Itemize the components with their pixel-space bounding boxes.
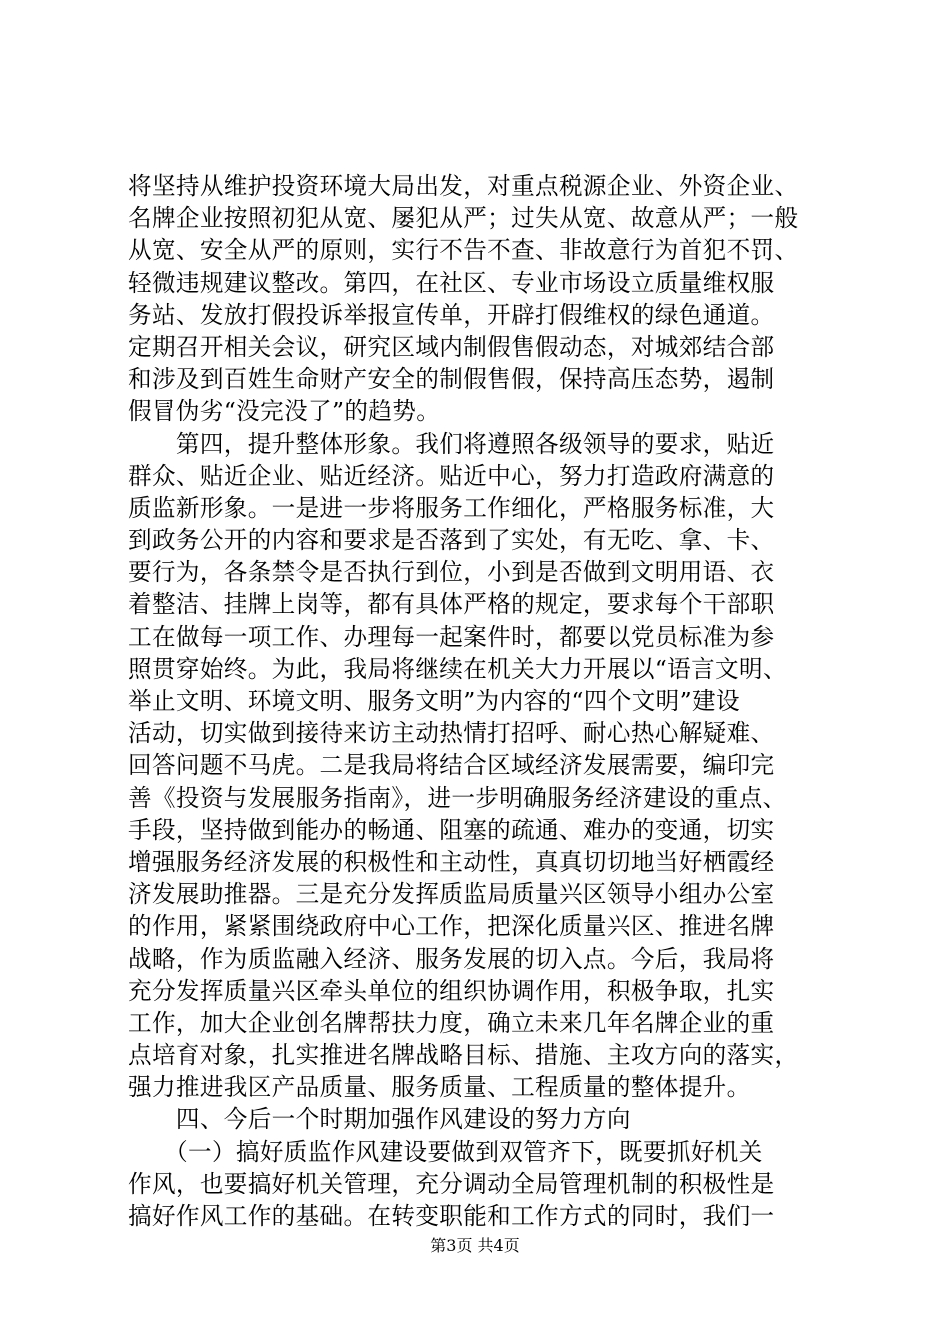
text-line: 假冒伪劣“没完没了”的趋势。 bbox=[128, 397, 441, 426]
text-line: 要行为，各条禁令是否执行到位，小到是否做到文明用语、衣 bbox=[128, 558, 775, 587]
text-line: 到政务公开的内容和要求是否落到了实处，有无吃、拿、卡、 bbox=[128, 526, 775, 555]
text-line: 战略，作为质监融入经济、服务发展的切入点。今后，我局将 bbox=[128, 944, 775, 973]
text-line: 济发展助推器。三是充分发挥质监局质量兴区领导小组办公室 bbox=[128, 880, 775, 909]
text-line: 工在做每一项工作、办理每一起案件时，都要以党员标准为参 bbox=[128, 622, 775, 651]
text-line: 工作，加大企业创名牌帮扶力度，确立未来几年名牌企业的重 bbox=[128, 1008, 775, 1037]
body-text bbox=[128, 170, 828, 1232]
text-line: 名牌企业按照初犯从宽、屡犯从严；过失从宽、故意从严；一般 bbox=[128, 204, 799, 233]
text-line: 增强服务经济发展的积极性和主动性，真真切切地当好栖霞经 bbox=[128, 847, 775, 876]
text-line: 强力推进我区产品质量、服务质量、工程质量的整体提升。 bbox=[128, 1073, 751, 1102]
section-heading: 四、今后一个时期加强作风建设的努力方向 bbox=[128, 1105, 631, 1134]
text-line: 轻微违规建议整改。第四，在社区、专业市场设立质量维权服 bbox=[128, 268, 775, 297]
text-line: 照贯穿始终。为此，我局将继续在机关大力开展以“语言文明、 bbox=[128, 654, 787, 683]
text-line: 善《投资与发展服务指南》，进一步明确服务经济建设的重点、 bbox=[128, 783, 787, 812]
text-line: 群众、贴近企业、贴近经济。贴近中心，努力打造政府满意的 bbox=[128, 461, 775, 490]
text-line: 的作用，紧紧围绕政府中心工作，把深化质量兴区、推进名牌 bbox=[128, 912, 775, 941]
text-line: 第四，提升整体形象。我们将遵照各级领导的要求，贴近 bbox=[128, 429, 775, 458]
text-line: 点培育对象，扎实推进名牌战略目标、措施、主攻方向的落实， bbox=[128, 1041, 799, 1070]
text-line: 将坚持从维护投资环境大局出发，对重点税源企业、外资企业、 bbox=[128, 172, 799, 200]
text-line: 着整洁、挂牌上岗等，都有具体严格的规定，要求每个干部职 bbox=[128, 590, 775, 619]
text-line: 定期召开相关会议，研究区域内制假售假动态，对城郊结合部 bbox=[128, 332, 775, 361]
page-footer bbox=[0, 1236, 950, 1256]
text-line: 充分发挥质量兴区牵头单位的组织协调作用，积极争取，扎实 bbox=[128, 976, 775, 1005]
text-line: 搞好作风工作的基础。在转变职能和工作方式的同时，我们一 bbox=[128, 1202, 775, 1230]
text-line: 举止文明、环境文明、服务文明”为内容的“四个文明”建设 bbox=[128, 687, 740, 715]
text-line: 从宽、安全从严的原则，实行不告不查、非故意行为首犯不罚、 bbox=[128, 236, 799, 265]
text-line: （一）搞好质监作风建设要做到双管齐下，既要抓好机关 bbox=[128, 1137, 763, 1166]
page-number: 第3页 共4页 bbox=[430, 1236, 520, 1255]
text-line: 和涉及到百姓生命财产安全的制假售假，保持高压态势，遏制 bbox=[128, 365, 775, 394]
text-line: 作风，也要搞好机关管理，充分调动全局管理机制的积极性是 bbox=[128, 1169, 775, 1198]
text-line: 手段，坚持做到能办的畅通、阻塞的疏通、难办的变通，切实 bbox=[128, 815, 775, 844]
text-line: 质监新形象。一是进一步将服务工作细化，严格服务标准，大 bbox=[128, 493, 775, 522]
text-line: 务站、发放打假投诉举报宣传单，开辟打假维权的绿色通道。 bbox=[128, 300, 775, 329]
text-line: 回答问题不马虎。二是我局将结合区域经济发展需要，编印完 bbox=[128, 751, 775, 780]
text-line: 活动，切实做到接待来访主动热情打招呼、耐心热心解疑难、 bbox=[128, 719, 775, 748]
